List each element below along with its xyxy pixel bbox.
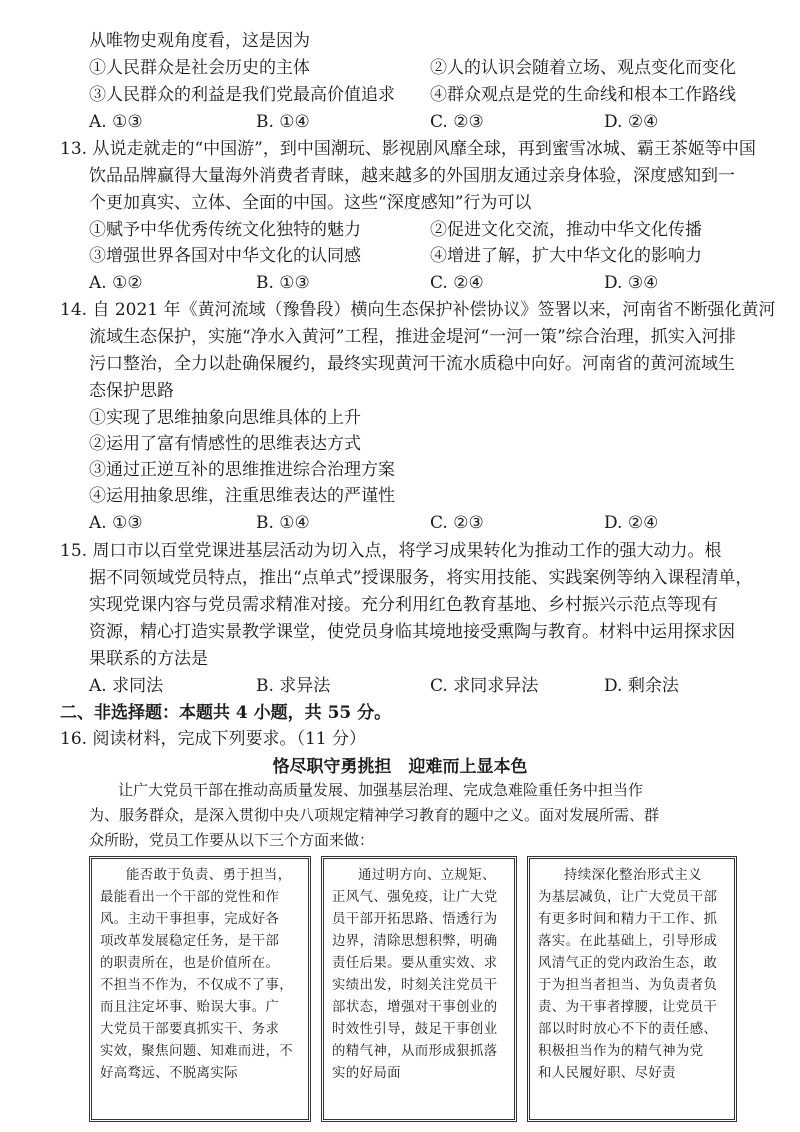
- box1-line: 能否敢于负责、勇于担当，: [126, 868, 292, 883]
- box2-line: 员干部开拓思路、悟透行为: [332, 912, 498, 927]
- q14-choice-b[interactable]: B. ①④: [256, 513, 310, 533]
- q12-choice-c[interactable]: C. ②③: [430, 112, 484, 132]
- q16-material-title: 恪尽职守勇挑担 迎难而上显本色: [272, 757, 528, 777]
- box2-line: 责任后果。要从重实效、求: [332, 956, 498, 971]
- box2-line: 实的好局面: [332, 1066, 401, 1081]
- q13-choice-a[interactable]: A. ①②: [89, 273, 143, 293]
- q15-line-4: 资源，精心打造实景教学课堂，使党员身临其境地接受熏陶与教育。材料中运用探求因: [89, 622, 735, 642]
- q13-item-4: ④增进了解，扩大中华文化的影响力: [430, 246, 702, 266]
- q14-line-1: 14. 自 2021 年《黄河流域（豫鲁段）横向生态保护补偿协议》签署以来，河南省不断强化黄河: [60, 300, 776, 320]
- box2-line: 实绩出发，时刻关注党员干: [332, 978, 498, 993]
- box2-line: 时效性引导，鼓足干事创业: [332, 1022, 498, 1037]
- q16-stem: 16. 阅读材料，完成下列要求。（11 分）: [60, 729, 366, 749]
- q12-item-4: ④群众观点是党的生命线和根本工作路线: [430, 85, 736, 105]
- box1-line: 实效，聚焦问题、知难而进，不: [100, 1044, 294, 1059]
- q12-choice-d[interactable]: D. ②④: [604, 112, 659, 132]
- box1-line: 不担当不作为，不仅成不了事，: [100, 978, 294, 993]
- box1-line: 风。主动干事担事，完成好各: [100, 912, 280, 927]
- q13-choice-d[interactable]: D. ③④: [604, 273, 659, 293]
- q15-line-2: 据不同领域党员特点，推出“点单式”授课服务，将实用技能、实践案例等纳入课程清单，: [89, 568, 753, 588]
- box3-line: 积极担当作为的精气神为党: [538, 1044, 704, 1059]
- q16-intro-line-2: 为、服务群众，是深入贯彻中央八项规定精神学习教育的题中之义。面对发展所需、群: [89, 806, 660, 824]
- box2-line: 正风气、强免疫，让广大党: [332, 890, 498, 905]
- q14-item-2: ②运用了富有情感性的思维表达方式: [89, 434, 361, 454]
- q15-line-1: 15. 周口市以百堂党课进基层活动为切入点，将学习成果转化为推动工作的强大动力。根: [60, 541, 722, 561]
- q13-line-1: 13. 从说走就走的“中国游”，到中国潮玩、影视剧风靡全球，再到蜜雪冰城、霸王茶姬等中国: [60, 139, 756, 159]
- q15-choice-c[interactable]: C. 求同求异法: [430, 676, 539, 696]
- box3-line: 和人民履好职、尽好责: [538, 1066, 676, 1081]
- box1-line: 而且注定坏事、贻误大事。广: [100, 1000, 280, 1015]
- box1-line: 的职责所在，也是价值所在。: [100, 956, 280, 971]
- q14-line-3: 污口整治，全力以赴确保履约，最终实现黄河干流水质稳中向好。河南省的黄河流域生: [89, 354, 735, 374]
- q12-item-3: ③人民群众的利益是我们党最高价值追求: [89, 85, 395, 105]
- box3-line: 部以时时放心不下的责任感、: [538, 1022, 718, 1037]
- q14-choice-d[interactable]: D. ②④: [604, 513, 659, 533]
- box1-line: 最能看出一个干部的党性和作: [100, 890, 280, 905]
- q13-item-2: ②促进文化交流，推动中华文化传播: [430, 220, 702, 240]
- box3-line: 持续深化整治形式主义: [564, 868, 702, 883]
- q13-line-3: 个更加真实、立体、全面的中国。这些“深度感知”行为可以: [89, 193, 532, 213]
- box3-line: 风清气正的党内政治生态，敢: [538, 956, 718, 971]
- material-box-3: [527, 856, 737, 1122]
- q14-choice-a[interactable]: A. ①③: [89, 513, 143, 533]
- material-box-1: [89, 856, 311, 1122]
- q14-item-3: ③通过正逆互补的思维推进综合治理方案: [89, 460, 395, 480]
- box1-line: 大党员干部要真抓实干、务求: [100, 1022, 280, 1037]
- material-box-2: [321, 856, 517, 1122]
- box2-line: 部状态，增强对干事创业的: [332, 1000, 498, 1015]
- q14-line-2: 流域生态保护，实施“净水入黄河”工程，推进金堤河“一河一策”综合治理，抓实入河排: [89, 327, 736, 347]
- q13-item-3: ③增强世界各国对中华文化的认同感: [89, 246, 361, 266]
- q13-item-1: ①赋予中华优秀传统文化独特的魅力: [89, 220, 361, 240]
- q15-line-3: 实现党课内容与党员需求精准对接。充分利用红色教育基地、乡村振兴示范点等现有: [89, 595, 718, 615]
- box3-line: 有更多时间和精力干工作、抓: [538, 912, 718, 927]
- q14-line-4: 态保护思路: [89, 381, 174, 401]
- q13-choice-c[interactable]: C. ②④: [430, 273, 484, 293]
- q13-line-2: 饮品品牌赢得大量海外消费者青睐，越来越多的外国朋友通过亲身体验，深度感知到一: [89, 166, 735, 186]
- q15-choice-d[interactable]: D. 剩余法: [604, 676, 679, 696]
- q12-choice-a[interactable]: A. ①③: [89, 112, 143, 132]
- box1-line: 项改革发展稳定任务，是干部: [100, 934, 280, 949]
- q15-line-5: 果联系的方法是: [89, 649, 208, 669]
- q15-choice-b[interactable]: B. 求异法: [256, 676, 331, 696]
- q12-item-2: ②人的认识会随着立场、观点变化而变化: [430, 58, 736, 78]
- q12-item-1: ①人民群众是社会历史的主体: [89, 58, 310, 78]
- q14-item-4: ④运用抽象思维，注重思维表达的严谨性: [89, 486, 395, 506]
- box3-line: 于为担当者担当、为负责者负: [538, 978, 718, 993]
- q14-item-1: ①实现了思维抽象向思维具体的上升: [89, 408, 361, 428]
- box1-line: 好高骛远、不脱离实际: [100, 1066, 238, 1081]
- box2-line: 边界，清除思想积弊，明确: [332, 934, 498, 949]
- box2-line: 的精气神，从而形成狠抓落: [332, 1044, 498, 1059]
- q16-intro-line-3: 众所盼，党员工作要从以下三个方面来做：: [89, 831, 375, 849]
- box2-line: 通过明方向、立规矩、: [358, 868, 496, 883]
- q16-intro-line-1: 让广大党员干部在推动高质量发展、加强基层治理、完成急难险重任务中担当作: [118, 781, 644, 799]
- q12-choice-b[interactable]: B. ①④: [256, 112, 310, 132]
- q14-choice-c[interactable]: C. ②③: [430, 513, 484, 533]
- box3-line: 为基层减负，让广大党员干部: [538, 890, 718, 905]
- q15-choice-a[interactable]: A. 求同法: [89, 676, 164, 696]
- box3-line: 落实。在此基础上，引导形成: [538, 934, 718, 949]
- box3-line: 责、为干事者撑腰，让党员干: [538, 1000, 718, 1015]
- section-heading: 二、非选择题：本题共 4 小题，共 55 分。: [60, 703, 392, 723]
- q12-stem-line: 从唯物史观角度看，这是因为: [89, 31, 310, 51]
- q13-choice-b[interactable]: B. ①③: [256, 273, 310, 293]
